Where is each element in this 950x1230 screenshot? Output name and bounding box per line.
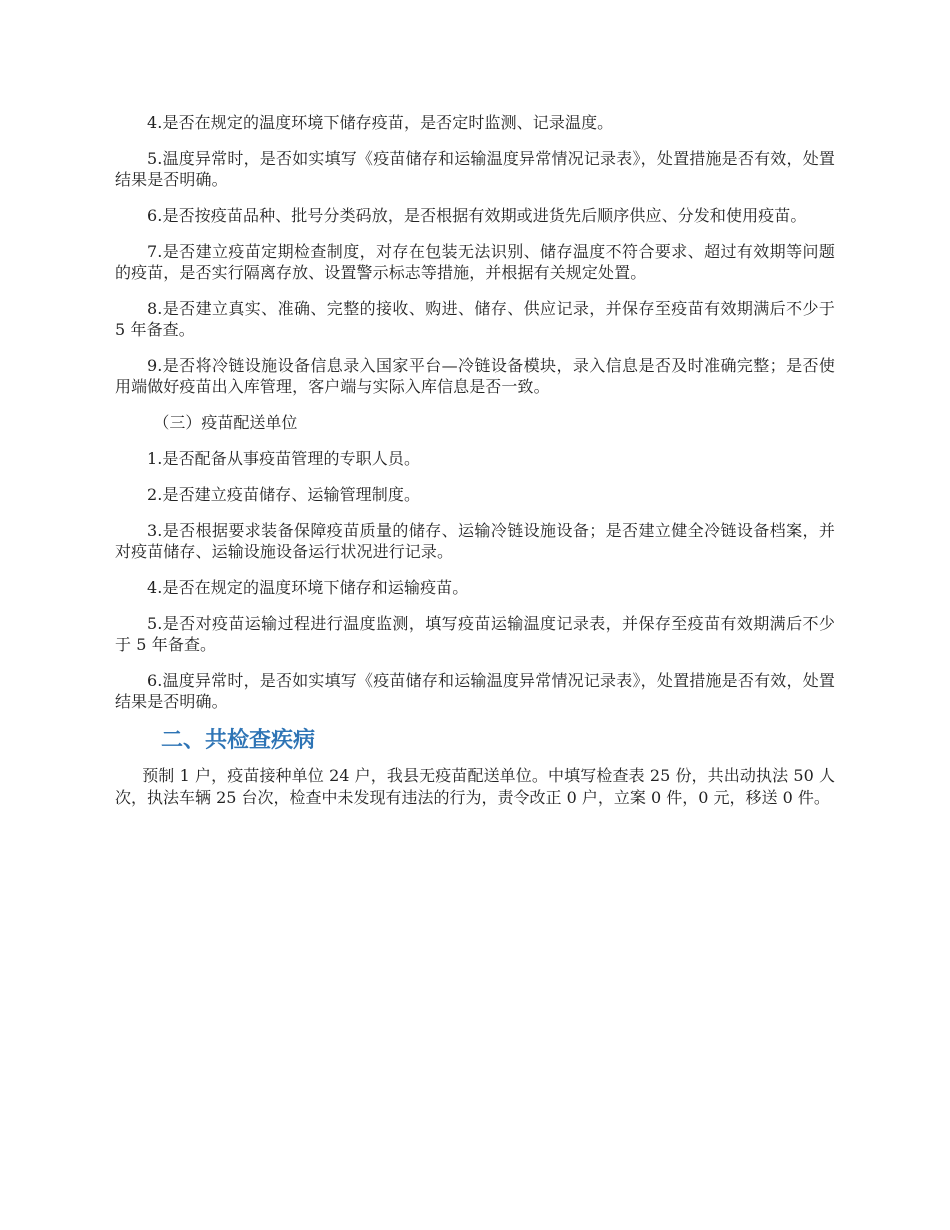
checklist-item: 4.是否在规定的温度环境下储存和运输疫苗。 [147, 578, 469, 597]
checklist-item: 5.是否对疫苗运输过程进行温度监测，填写疫苗运输温度记录表，并保存至疫苗有效期满后不少于 5 年备查。 [115, 614, 835, 654]
summary-paragraph: 预制 1 户，疫苗接种单位 24 户，我县无疫苗配送单位。中填写检查表 25 份，共出动执法 50 人次，执法车辆 25 台次，检查中未发现有违法的行为，责令改正 0 户，立案 0 件，0 元，移送 0 件。 [115, 766, 835, 807]
section-heading: 二、共检查疾病 [161, 728, 316, 753]
checklist-item: 8.是否建立真实、准确、完整的接收、购进、储存、供应记录，并保存至疫苗有效期满后不少于 5 年备查。 [115, 299, 835, 339]
checklist-item: 2.是否建立疫苗储存、运输管理制度。 [147, 485, 421, 504]
checklist-item: 3.是否根据要求装备保障疫苗质量的储存、运输冷链设施设备；是否建立健全冷链设备档案，并对疫苗储存、运输设施设备运行状况进行记录。 [115, 521, 835, 561]
checklist-item: 9.是否将冷链设施设备信息录入国家平台—冷链设备模块，录入信息是否及时准确完整；是否使用端做好疫苗出入库管理，客户端与实际入库信息是否一致。 [115, 356, 835, 396]
checklist-item: 5.温度异常时，是否如实填写《疫苗储存和运输温度异常情况记录表》，处置措施是否有效，处置结果是否明确。 [115, 149, 835, 189]
checklist-item: 6.是否按疫苗品种、批号分类码放，是否根据有效期或进货先后顺序供应、分发和使用疫苗。 [147, 206, 807, 225]
checklist-item: 6.温度异常时，是否如实填写《疫苗储存和运输温度异常情况记录表》，处置措施是否有效，处置结果是否明确。 [115, 671, 835, 711]
checklist-item: 4.是否在规定的温度环境下储存疫苗，是否定时监测、记录温度。 [147, 113, 614, 132]
document-body [115, 112, 835, 809]
checklist-item: 7.是否建立疫苗定期检查制度，对存在包装无法识别、储存温度不符合要求、超过有效期等问题的疫苗，是否实行隔离存放、设置警示标志等措施，并根据有关规定处置。 [115, 242, 835, 282]
subsection-title: （三）疫苗配送单位 [153, 413, 298, 432]
checklist-item: 1.是否配备从事疫苗管理的专职人员。 [147, 449, 421, 468]
